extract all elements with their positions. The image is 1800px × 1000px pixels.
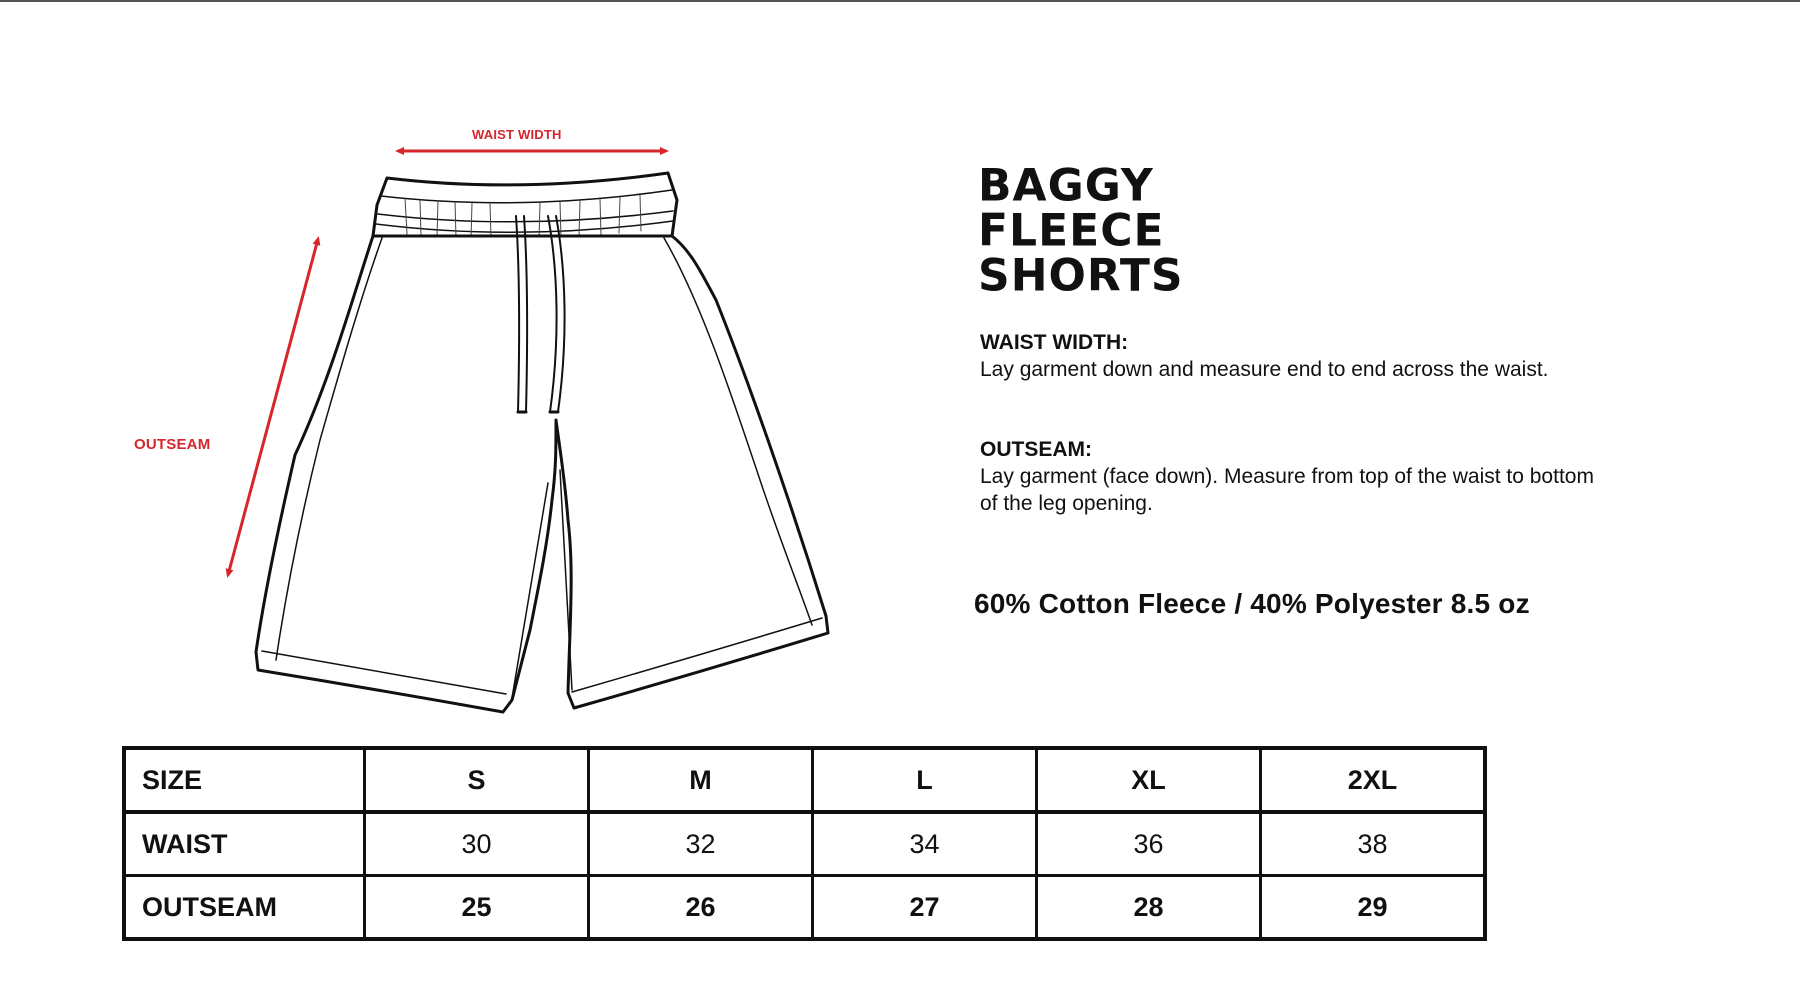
material-info: 60% Cotton Fleece / 40% Polyester 8.5 oz	[974, 588, 1530, 619]
table-cell: 28	[1037, 876, 1261, 940]
table-header-row	[124, 748, 1485, 812]
table-header-cell: L	[813, 748, 1037, 812]
table-row	[124, 812, 1485, 876]
title-line: SHORTS	[978, 249, 1184, 302]
product-title	[978, 159, 1184, 302]
table-header-cell: SIZE	[124, 748, 365, 812]
table-cell: 38	[1261, 812, 1486, 876]
outseam-instructions	[980, 436, 1600, 517]
table-header-cell: XL	[1037, 748, 1261, 812]
table-cell: 25	[365, 876, 589, 940]
table-cell: 26	[589, 876, 813, 940]
table-cell: 32	[589, 812, 813, 876]
title-line: BAGGY	[978, 159, 1154, 212]
shorts-outline	[256, 173, 828, 712]
title-line: FLEECE	[978, 204, 1165, 257]
table-header-cell: S	[365, 748, 589, 812]
table-header-cell: 2XL	[1261, 748, 1486, 812]
outseam-heading: OUTSEAM:	[980, 438, 1092, 461]
table-row-label: WAIST	[124, 812, 365, 876]
waist-width-text: Lay garment down and measure end to end across the waist.	[980, 358, 1549, 381]
table-header-cell: M	[589, 748, 813, 812]
table-cell: 29	[1261, 876, 1486, 940]
outseam-text: Lay garment (face down). Measure from top of the waist to bottom of the leg opening.	[980, 465, 1594, 515]
table-cell: 27	[813, 876, 1037, 940]
outseam-label: OUTSEAM	[134, 436, 211, 453]
size-chart-table	[122, 746, 1487, 941]
waist-width-heading: WAIST WIDTH:	[980, 331, 1129, 354]
table-row-label: OUTSEAM	[124, 876, 365, 940]
table-row	[124, 876, 1485, 940]
table-cell: 36	[1037, 812, 1261, 876]
shorts-illustration	[0, 0, 900, 730]
waist-width-label: WAIST WIDTH	[472, 127, 562, 142]
table-cell: 34	[813, 812, 1037, 876]
waist-width-instructions	[980, 329, 1600, 383]
table-cell: 30	[365, 812, 589, 876]
shorts-diagram	[0, 0, 900, 730]
